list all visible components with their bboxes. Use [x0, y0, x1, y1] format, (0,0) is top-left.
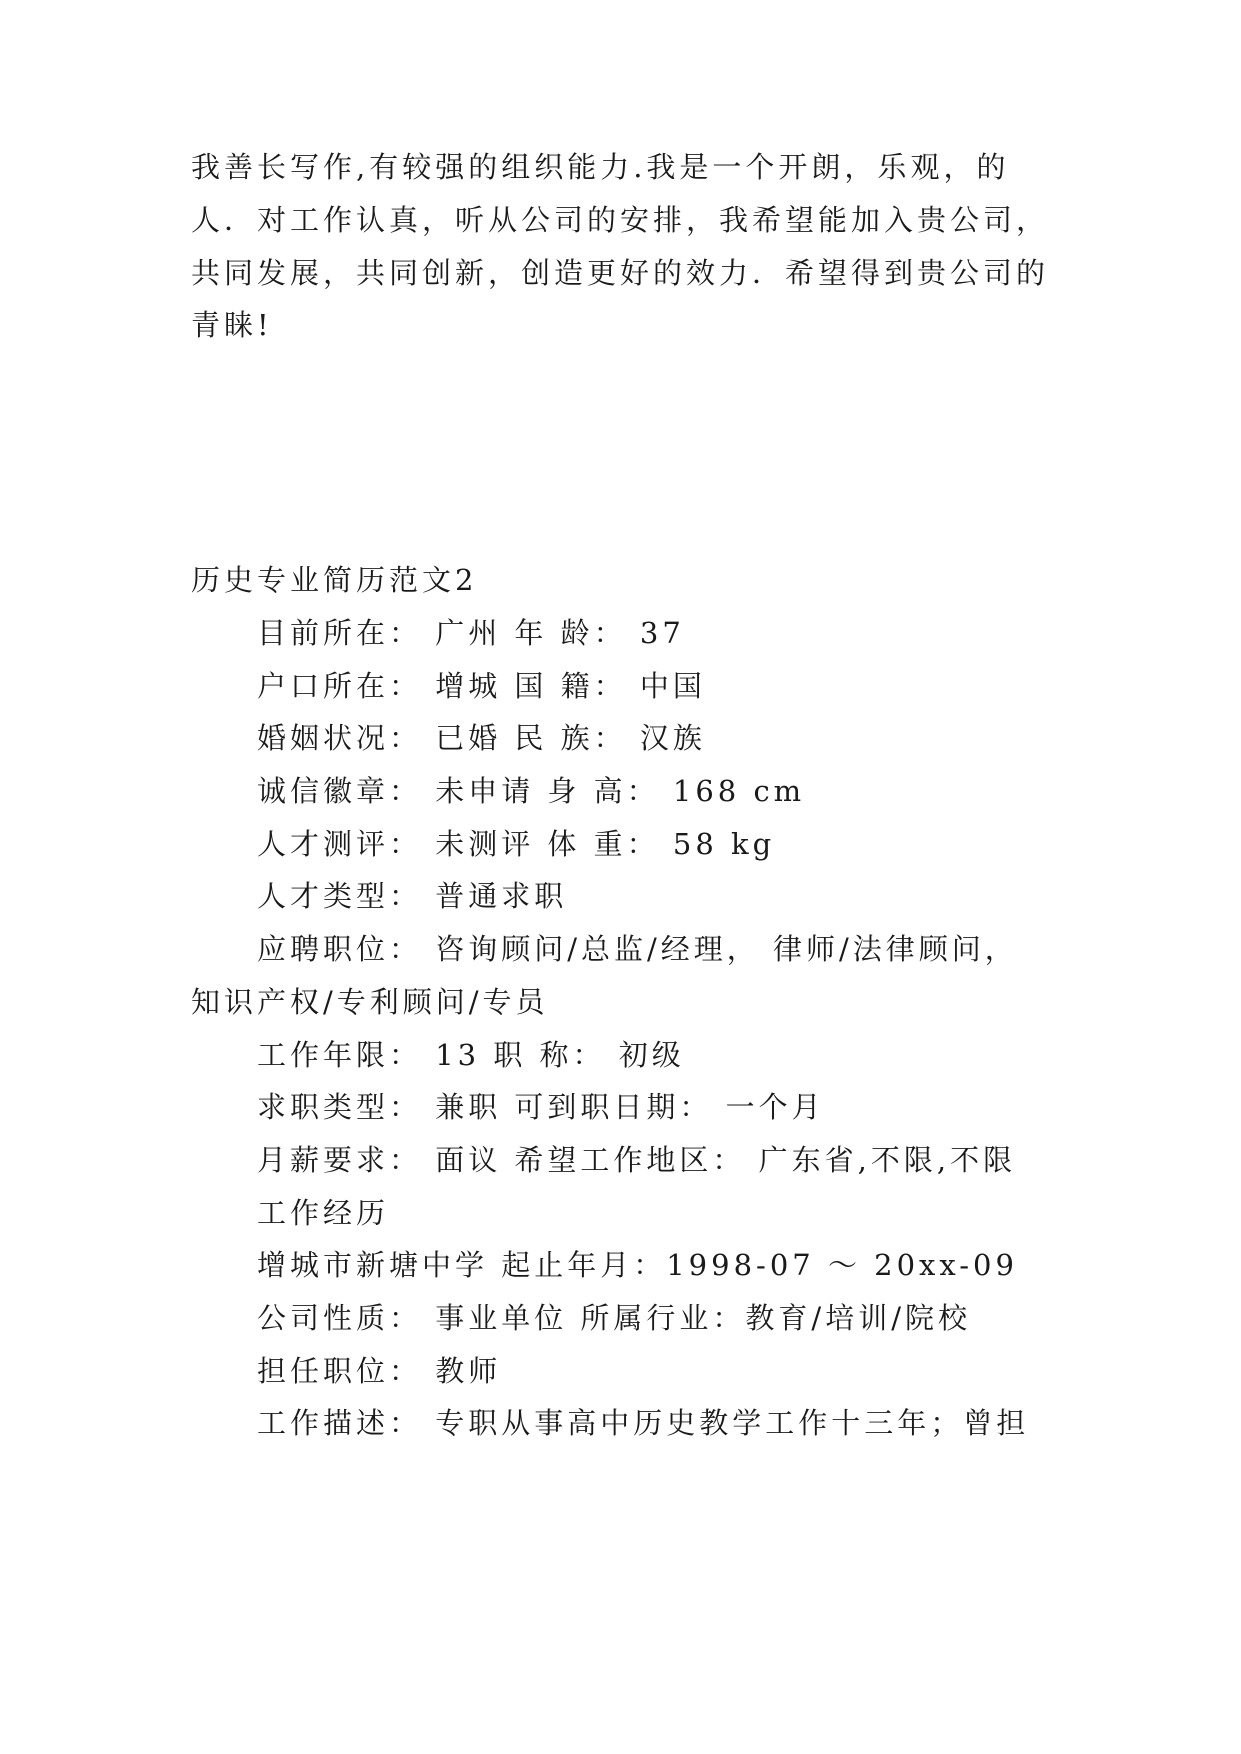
- experience-heading: 工作经历: [257, 1196, 390, 1230]
- intro-line-1: 我善长写作,有较强的组织能力.我是一个开朗，乐观，的: [191, 150, 1010, 184]
- experience-line-description: 工作描述： 专职从事高中历史教学工作十三年；曾担: [257, 1406, 1030, 1440]
- profile-line-position-cont: 知识产权/专利顾问/专员: [191, 985, 549, 1019]
- intro-line-3: 共同发展，共同创新，创造更好的效力．希望得到贵公司的: [191, 256, 1050, 290]
- experience-line-school: 增城市新塘中学 起止年月：1998-07 ～ 20xx-09: [257, 1248, 1018, 1282]
- profile-line-location: 目前所在： 广州 年 龄： 37: [257, 616, 685, 650]
- experience-line-company-type: 公司性质： 事业单位 所属行业：教育/培训/院校: [257, 1301, 971, 1335]
- profile-line-badge: 诚信徽章： 未申请 身 高： 168 cm: [257, 774, 806, 808]
- profile-line-marital: 婚姻状况： 已婚 民 族： 汉族: [257, 721, 706, 755]
- profile-line-position: 应聘职位： 咨询顾问/总监/经理， 律师/法律顾问，: [257, 932, 1018, 966]
- profile-line-years: 工作年限： 13 职 称： 初级: [257, 1038, 685, 1072]
- profile-line-hukou: 户口所在： 增城 国 籍： 中国: [257, 669, 706, 703]
- profile-line-job-type: 求职类型： 兼职 可到职日期： 一个月: [257, 1090, 825, 1124]
- intro-line-4: 青睐!: [191, 308, 273, 342]
- experience-line-role: 担任职位： 教师: [257, 1354, 502, 1388]
- profile-line-assessment: 人才测评： 未测评 体 重： 58 kg: [257, 827, 776, 861]
- profile-line-salary: 月薪要求： 面议 希望工作地区： 广东省,不限,不限: [257, 1143, 1017, 1177]
- profile-line-talent-type: 人才类型： 普通求职: [257, 879, 568, 913]
- section-title: 历史专业简历范文2: [191, 563, 478, 597]
- intro-line-2: 人．对工作认真，听从公司的安排，我希望能加入贵公司，: [191, 203, 1050, 237]
